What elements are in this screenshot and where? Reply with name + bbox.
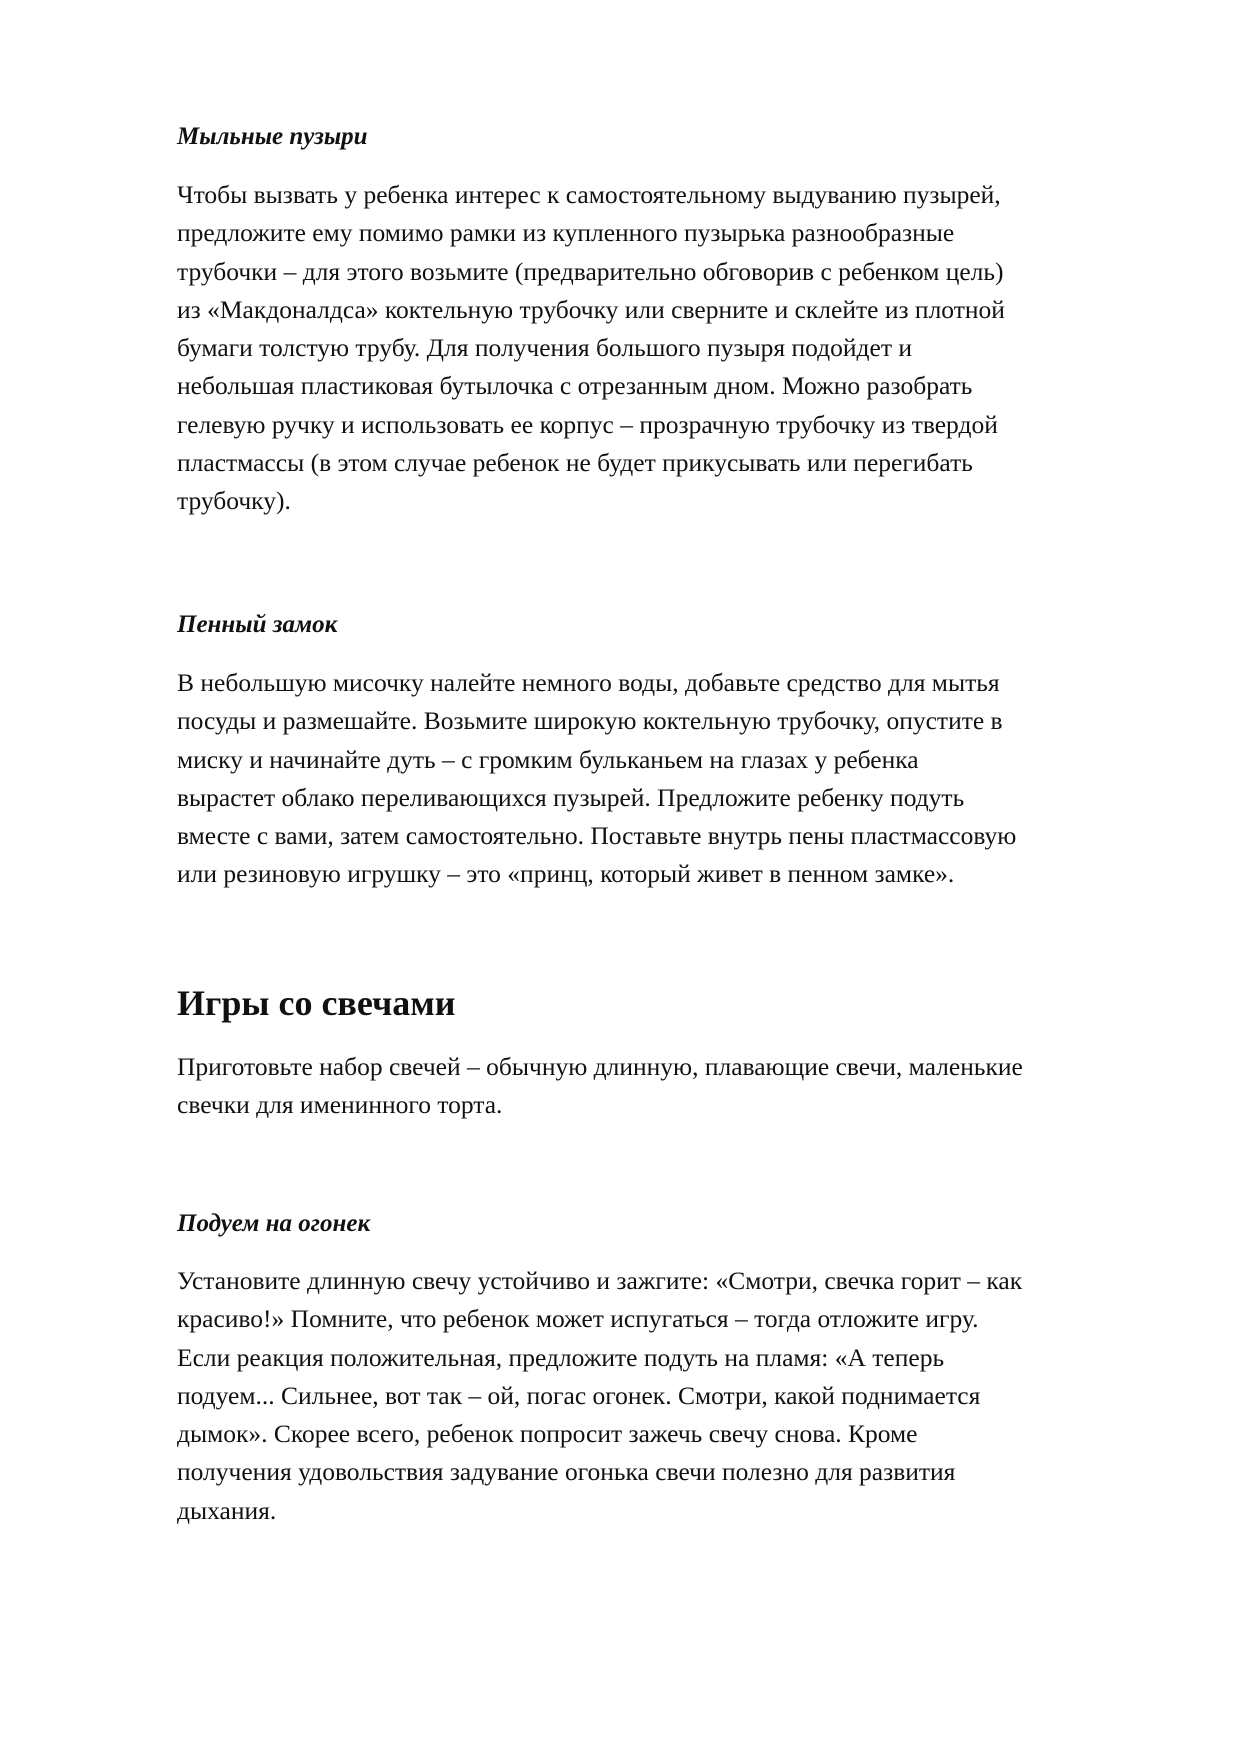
section-title-blow-flame: Подуем на огонек	[177, 1210, 371, 1237]
paragraph-line: небольшая пластиковая бутылочка с отрезанным дном. Можно разобрать	[177, 371, 973, 401]
paragraph-line: вместе с вами, затем самостоятельно. Поставьте внутрь пены пластмассовую	[177, 821, 1017, 851]
paragraph-line: миску и начинайте дуть – с громким бульканьем на глазах у ребенка	[177, 744, 919, 774]
paragraph-line: гелевую ручку и использовать ее корпус – прозрачную трубочку из твердой	[177, 409, 998, 439]
paragraph-foam-castle	[177, 664, 1167, 894]
paragraph-line: из «Макдоналдса» коктельную трубочку или сверните и склейте из плотной	[177, 294, 1005, 324]
paragraph-line: Приготовьте набор свечей – обычную длинную, плавающие свечи, маленькие	[177, 1052, 1023, 1081]
paragraph-line: предложите ему помимо рамки из купленного пузырька разнообразные	[177, 218, 955, 248]
section-title-foam-castle: Пенный замок	[177, 611, 338, 638]
section-title-bubbles: Мыльные пузыри	[177, 123, 368, 150]
paragraph-line: Если реакция положительная, предложите подуть на пламя: «А теперь	[177, 1342, 945, 1372]
paragraph-line: бумаги толстую трубу. Для получения большого пузыря подойдет и	[177, 333, 912, 363]
paragraph-line: трубочку).	[177, 486, 291, 516]
paragraph-line: дыхания.	[177, 1495, 277, 1525]
paragraph-line: пластмассы (в этом случае ребенок не будет прикусывать или перегибать	[177, 448, 973, 478]
paragraph-line: вырастет облако переливающихся пузырей. Предложите ребенку подуть	[177, 782, 965, 812]
paragraph-line: Установите длинную свечу устойчиво и зажгите: «Смотри, свечка горит – как	[177, 1266, 1023, 1295]
paragraph-line: красиво!» Помните, что ребенок может испугаться – тогда отложите игру.	[177, 1304, 979, 1334]
paragraph-line: посуды и размешайте. Возьмите широкую коктельную трубочку, опустите в	[177, 706, 1003, 736]
paragraph-line: Чтобы вызвать у ребенка интерес к самостоятельному выдуванию пузырей,	[177, 180, 1001, 209]
paragraph-line: получения удовольствия задувание огонька свечи полезно для развития	[177, 1457, 956, 1487]
paragraph-line: дымок». Скорее всего, ребенок попросит зажечь свечу снова. Кроме	[177, 1419, 918, 1449]
paragraph-blow-flame	[177, 1262, 1167, 1530]
paragraph-line: или резиновую игрушку – это «принц, который живет в пенном замке».	[177, 859, 955, 889]
paragraph-line: подуем... Сильнее, вот так – ой, погас огонек. Смотри, какой поднимается	[177, 1380, 981, 1410]
paragraph-candle-games	[177, 1048, 1167, 1125]
paragraph-line: В небольшую мисочку налейте немного воды, добавьте средство для мытья	[177, 668, 1000, 697]
paragraph-line: трубочки – для этого возьмите (предварительно обговорив с ребенком цель)	[177, 256, 1004, 286]
paragraph-bubbles	[177, 176, 1167, 521]
section-heading-candle-games: Игры со свечами	[177, 983, 456, 1023]
paragraph-line: свечки для именинного торта.	[177, 1090, 503, 1120]
